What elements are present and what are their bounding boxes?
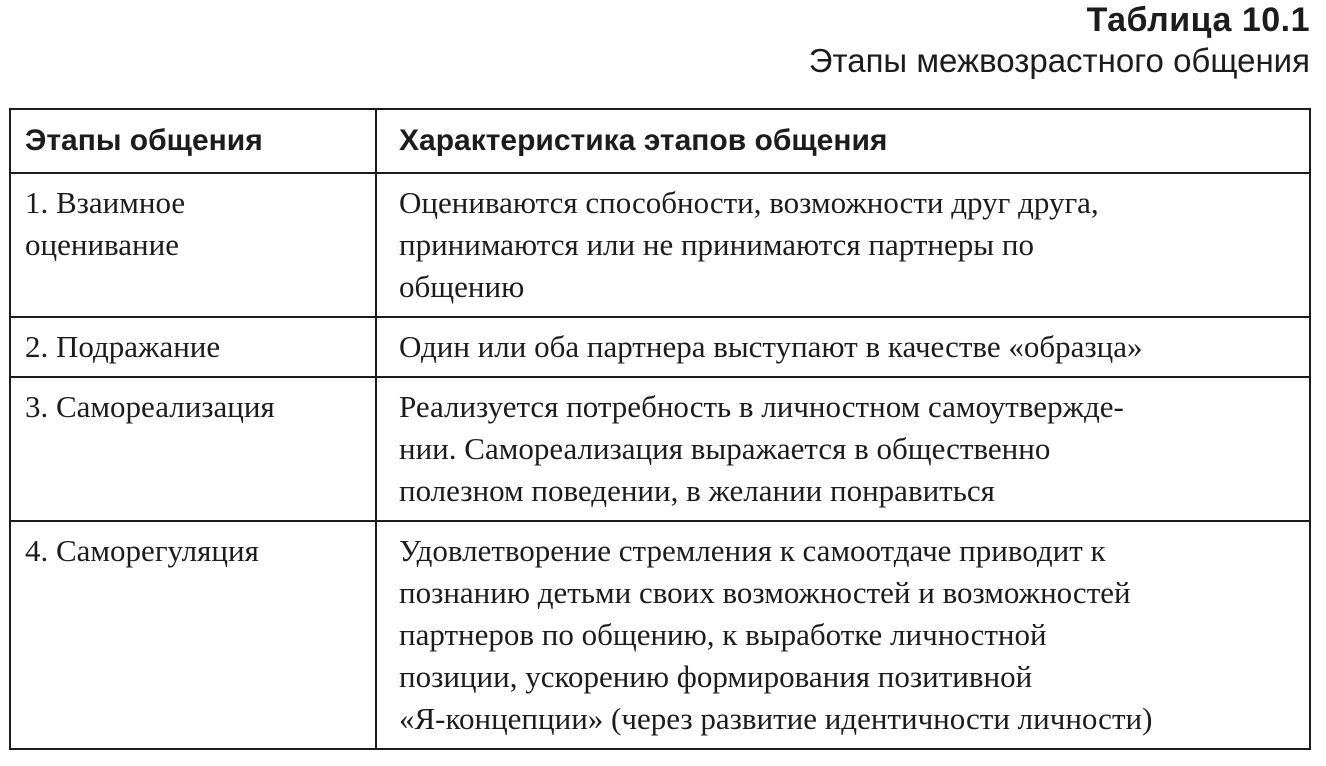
stage-name: 3. Самореализация xyxy=(25,389,275,424)
stage-name: 4. Саморегуляция xyxy=(25,533,259,568)
table-number: Таблица 10.1 xyxy=(1086,1,1310,39)
stage-description: Оцениваются способности, возможности друг друга, принимаются или не принимаются партнеры по общению xyxy=(399,185,1099,304)
table-caption xyxy=(809,0,1310,80)
table-title: Этапы межвозрастного общения xyxy=(808,42,1310,79)
table-row xyxy=(10,173,1310,317)
stage-description: Реализуется потребность в личностном самоутвержде- нии. Самореализация выражается в общественно полезном поведении, в желании понравиться xyxy=(399,389,1124,508)
table-header-row xyxy=(10,109,1310,173)
stages-table xyxy=(9,108,1311,750)
stage-name: 1. Взаимное оценивание xyxy=(25,185,186,262)
stage-description: Один или оба партнера выступают в качестве «образца» xyxy=(399,329,1143,364)
table-row xyxy=(10,377,1310,521)
header-characteristics: Характеристика этапов общения xyxy=(376,109,1310,173)
stage-description: Удовлетворение стремления к самоотдаче приводит к познанию детьми своих возможностей и возможностей партнеров по общению, к выработке личностной позиции, ускорению формирования позитивной «Я-концепции» (через развитие идентичности личности) xyxy=(399,533,1153,736)
table-row xyxy=(10,317,1310,377)
header-stages: Этапы общения xyxy=(10,109,376,173)
stage-name: 2. Подражание xyxy=(25,329,221,364)
table-row xyxy=(10,521,1310,749)
